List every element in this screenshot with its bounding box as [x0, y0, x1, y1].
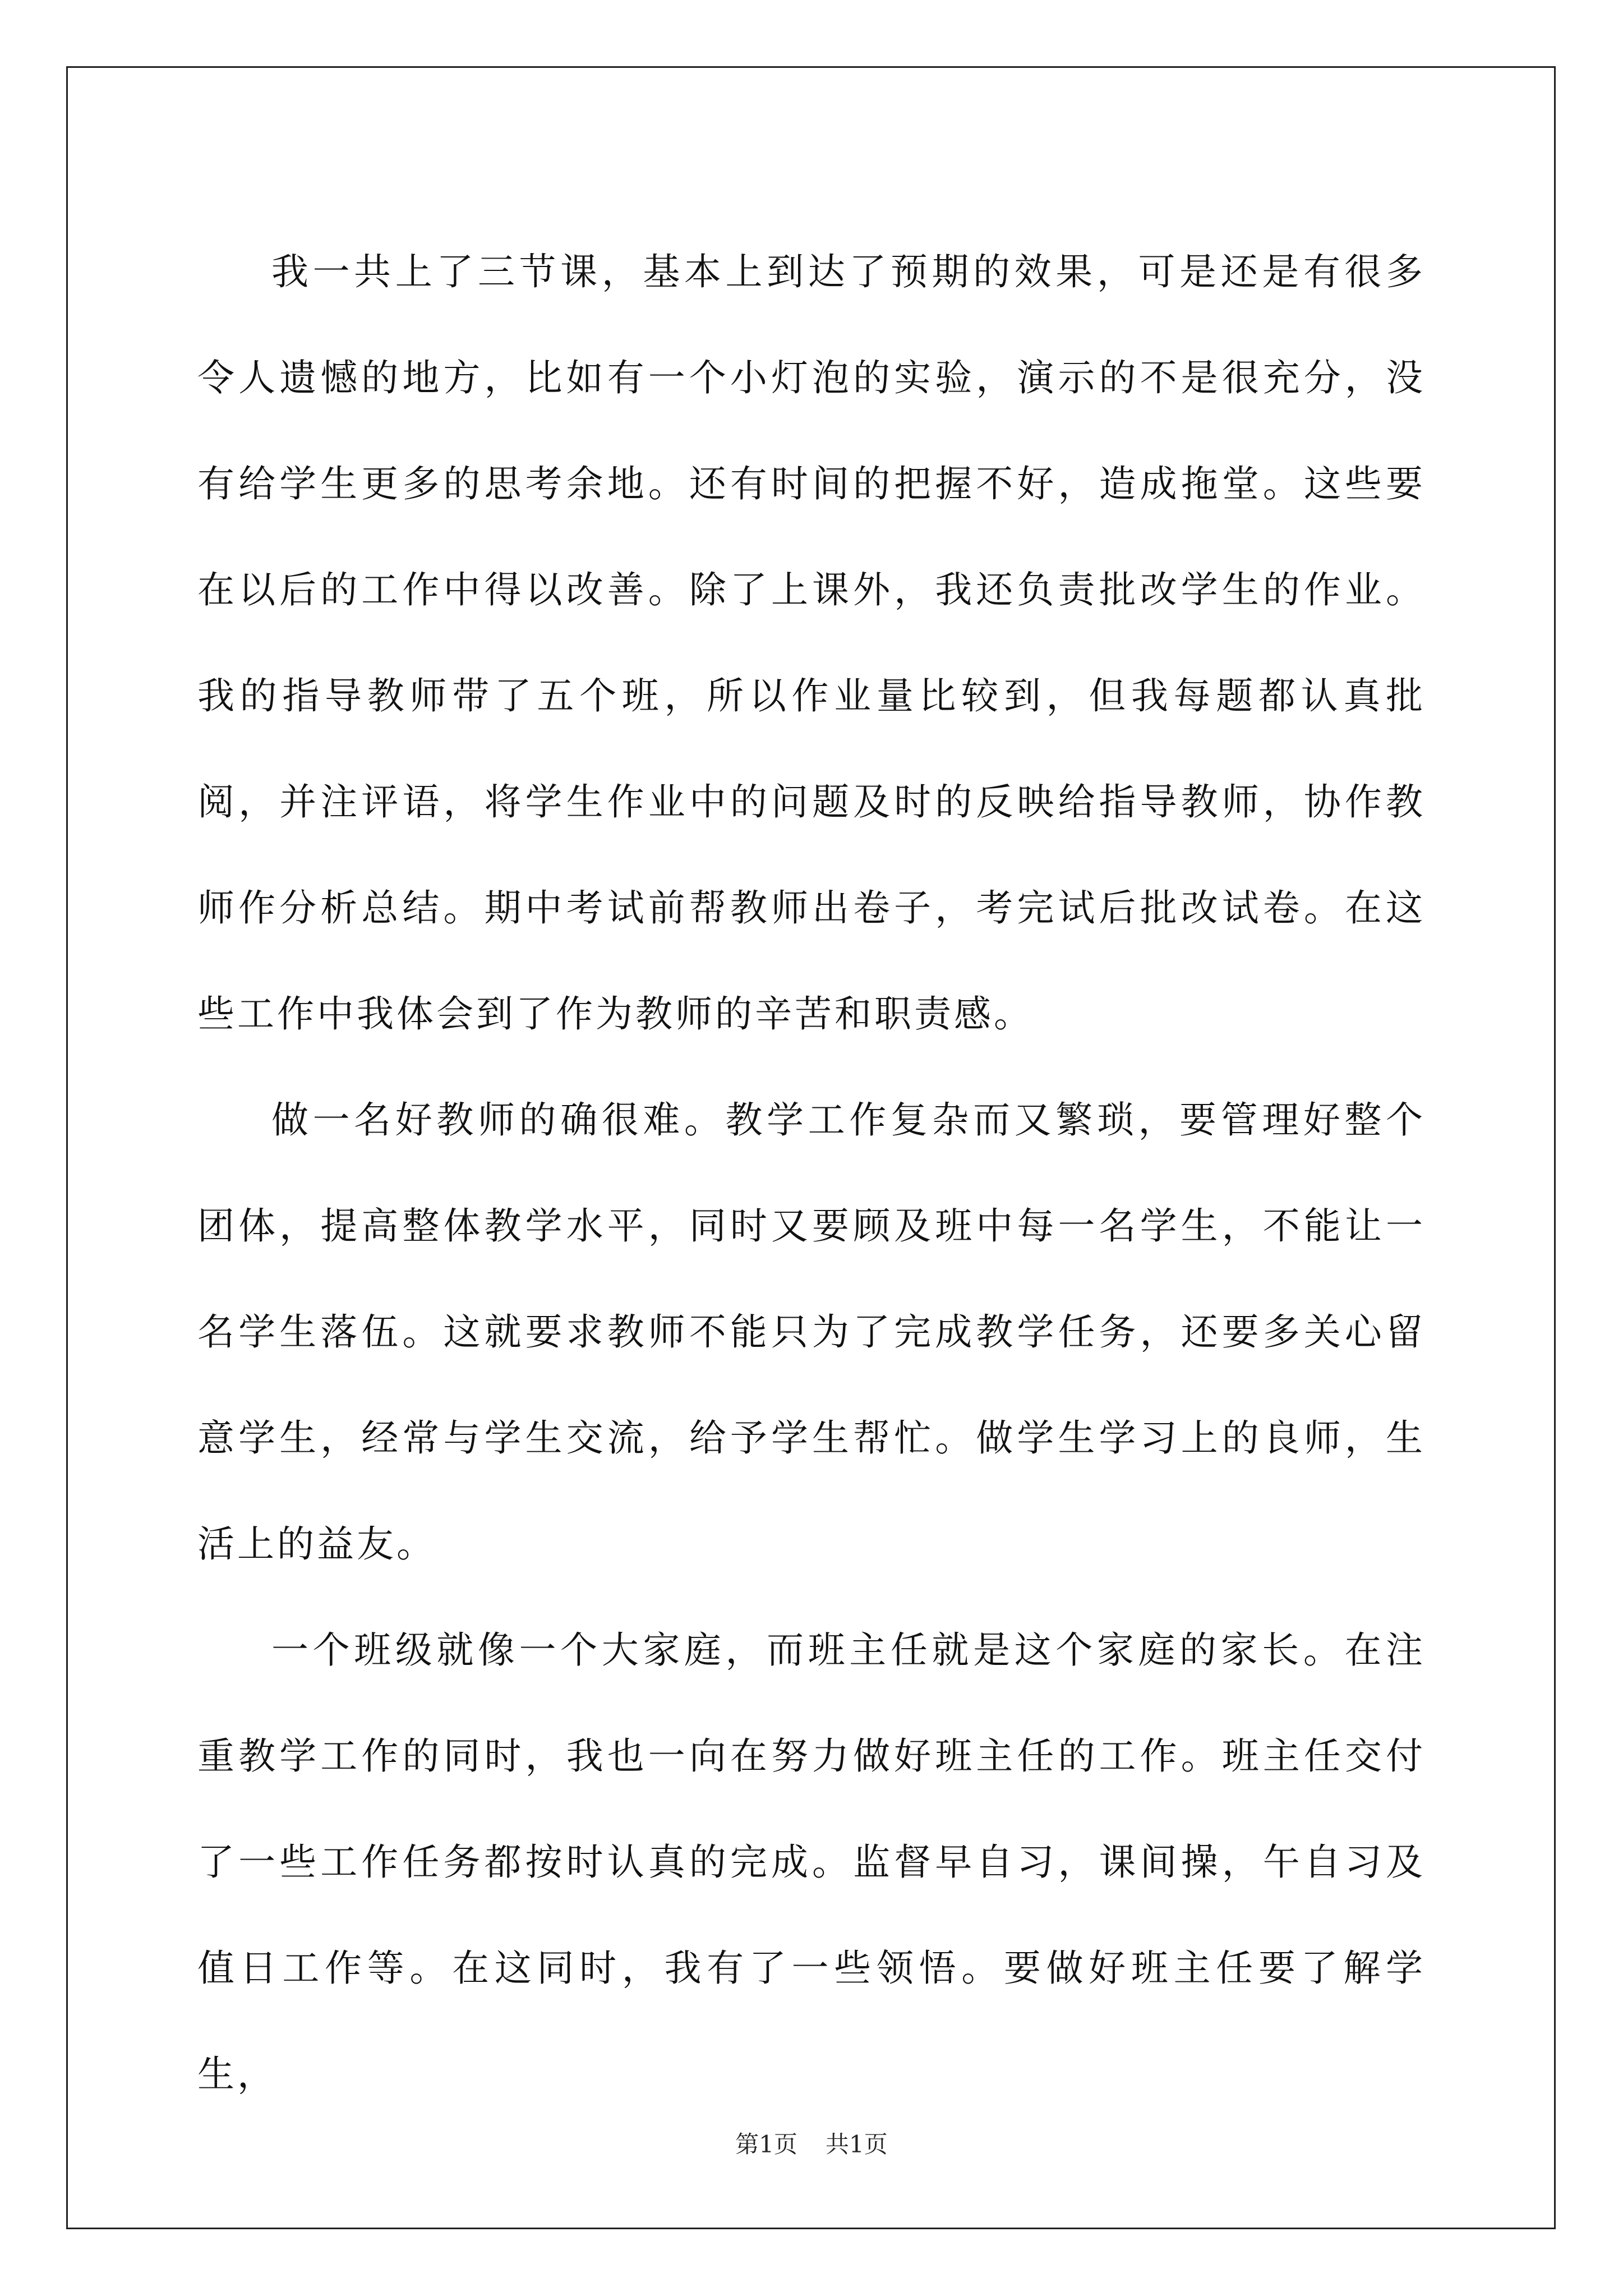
paragraph-3: 一个班级就像一个大家庭，而班主任就是这个家庭的家长。在注重教学工作的同时，我也一向在努力做好班主任的工作。班主任交付了一些工作任务都按时认真的完成。监督早自习，课间操，午自习及值日工作等。在这同时，我有了一些领悟。要做好班主任要了解学生，	[197, 1628, 1426, 2096]
page-number-total: 共1页	[826, 2131, 888, 2158]
page-footer	[0, 2126, 1623, 2160]
paragraph-2: 做一名好教师的确很难。教学工作复杂而又繁琐，要管理好整个团体，提高整体教学水平，同时又要顾及班中每一名学生，不能让一名学生落伍。这就要求教师不能只为了完成教学任务，还要多关心留意学生，经常与学生交流，给予学生帮忙。做学生学习上的良师，生活上的益友。	[197, 1098, 1426, 1566]
page-number-current: 第1页	[735, 2131, 797, 2158]
document-body	[197, 219, 1426, 2127]
paragraph-1: 我一共上了三节课，基本上到达了预期的效果，可是还是有很多令人遗憾的地方，比如有一个小灯泡的实验，演示的不是很充分，没有给学生更多的思考余地。还有时间的把握不好，造成拖堂。这些要在以后的工作中得以改善。除了上课外，我还负责批改学生的作业。我的指导教师带了五个班，所以作业量比较到，但我每题都认真批阅，并注评语，将学生作业中的问题及时的反映给指导教师，协作教师作分析总结。期中考试前帮教师出卷子，考完试后批改试卷。在这些工作中我体会到了作为教师的辛苦和职责感。	[197, 250, 1426, 1036]
